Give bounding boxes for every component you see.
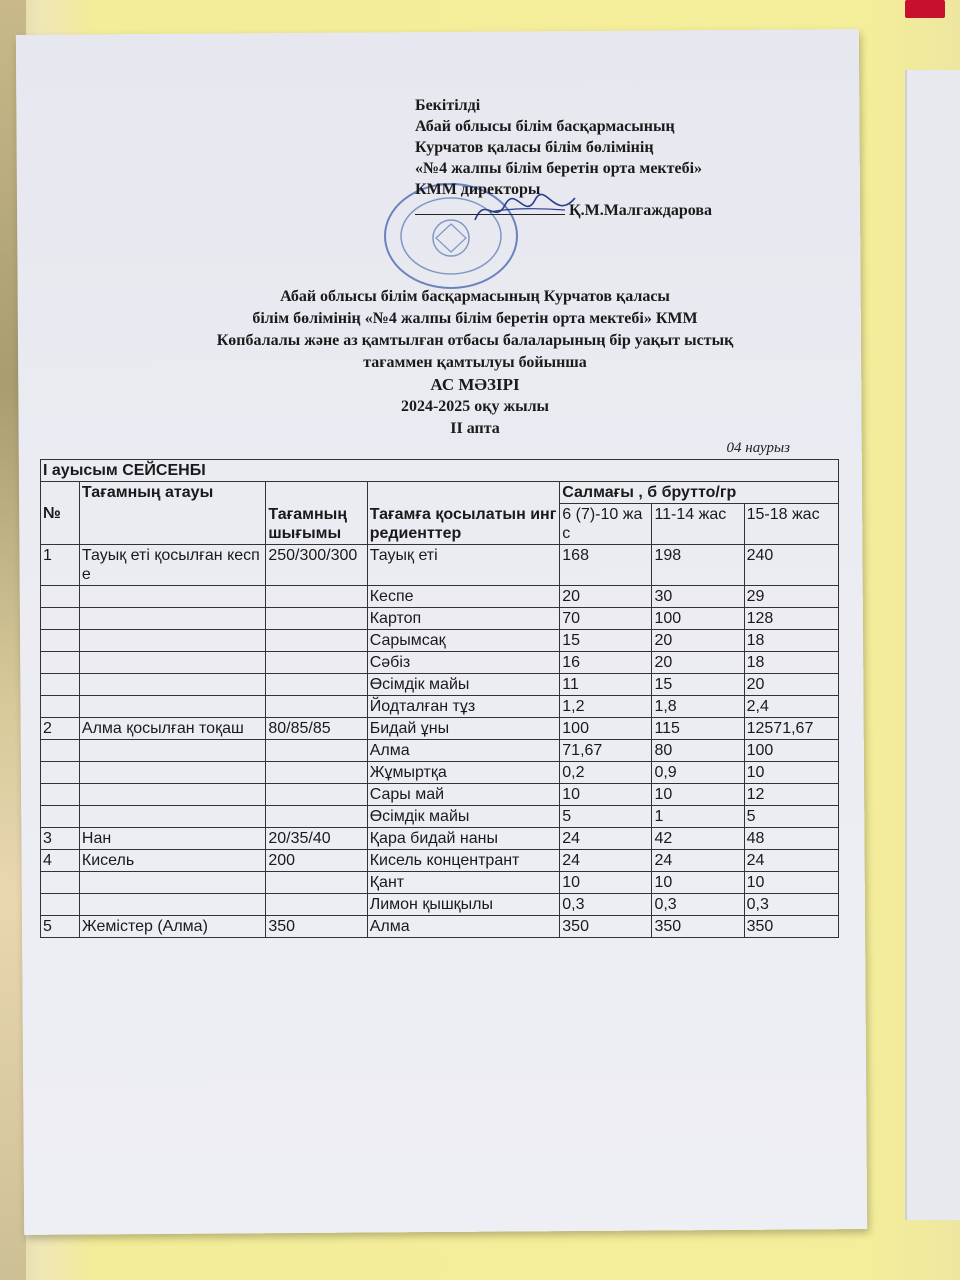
dish-name: [79, 674, 265, 696]
header-line: білім бөлімінің «№4 жалпы білім беретін орта мектебі» КММ: [252, 310, 698, 327]
weight-age-11-14: 0,3: [652, 894, 744, 916]
weight-age-11-14: 1,8: [652, 696, 744, 718]
col-header-age-11-14: 11-14 жас: [652, 504, 744, 545]
dish-name: [79, 784, 265, 806]
weight-age-11-14: 10: [652, 784, 744, 806]
row-number: [41, 894, 80, 916]
header-line: тағаммен қамтылуы бойынша: [363, 354, 587, 371]
dish-yield: [266, 740, 367, 762]
row-number: [41, 630, 80, 652]
dish-name: [79, 806, 265, 828]
dish-name: [79, 652, 265, 674]
ingredient-name: Кеспе: [367, 586, 560, 608]
col-header-age-15-18: 15-18 жас: [744, 504, 838, 545]
red-label-tag: [905, 0, 945, 18]
row-number: [41, 608, 80, 630]
table-row: [41, 652, 839, 674]
weight-age-15-18: 24: [744, 850, 838, 872]
ingredient-name: Алма: [367, 740, 560, 762]
dish-yield: 20/35/40: [266, 828, 367, 850]
row-number: [41, 784, 80, 806]
dish-yield: [266, 608, 367, 630]
col-header-number: №: [41, 482, 80, 545]
week-label: ІІ апта: [450, 420, 500, 437]
ingredient-name: Йодталған тұз: [367, 696, 560, 718]
weight-age-6-10: 350: [560, 916, 652, 938]
row-number: 1: [41, 545, 80, 586]
dish-yield: [266, 784, 367, 806]
weight-age-6-10: 1,2: [560, 696, 652, 718]
dish-name: [79, 740, 265, 762]
weight-age-15-18: 29: [744, 586, 838, 608]
row-number: [41, 740, 80, 762]
weight-age-11-14: 24: [652, 850, 744, 872]
menu-date: 04 наурыз: [726, 440, 790, 456]
weight-age-11-14: 80: [652, 740, 744, 762]
weight-age-15-18: 0,3: [744, 894, 838, 916]
row-number: 4: [41, 850, 80, 872]
shift-title: І ауысым СЕЙСЕНБІ: [41, 460, 839, 482]
ingredient-name: Қара бидай наны: [367, 828, 560, 850]
dish-yield: 200: [266, 850, 367, 872]
dish-yield: 80/85/85: [266, 718, 367, 740]
header-line: Көпбалалы және аз қамтылған отбасы балаларының бір уақыт ыстық: [216, 332, 734, 349]
ingredient-name: Сәбіз: [367, 652, 560, 674]
weight-age-6-10: 168: [560, 545, 652, 586]
weight-age-15-18: 128: [744, 608, 838, 630]
weight-age-15-18: 20: [744, 674, 838, 696]
dish-name: [79, 586, 265, 608]
weight-age-15-18: 10: [744, 872, 838, 894]
table-row: [41, 545, 839, 586]
weight-age-15-18: 5: [744, 806, 838, 828]
dish-name: Кисель: [79, 850, 265, 872]
weight-age-15-18: 240: [744, 545, 838, 586]
table-row: [41, 696, 839, 718]
weight-age-6-10: 70: [560, 608, 652, 630]
weight-age-6-10: 0,2: [560, 762, 652, 784]
dish-yield: [266, 586, 367, 608]
weight-age-15-18: 48: [744, 828, 838, 850]
dish-yield: [266, 806, 367, 828]
col-header-ingredients: Тағамға қосылатын ингредиенттер: [367, 482, 560, 545]
weight-age-11-14: 20: [652, 630, 744, 652]
dish-name: Алма қосылған тоқаш: [79, 718, 265, 740]
weight-age-6-10: 24: [560, 828, 652, 850]
row-number: [41, 586, 80, 608]
table-row: [41, 850, 839, 872]
col-header-weight: Салмағы , б брутто/гр: [560, 482, 839, 504]
weight-age-6-10: 15: [560, 630, 652, 652]
dish-yield: [266, 762, 367, 784]
row-number: [41, 762, 80, 784]
col-header-age-6-10: 6 (7)-10 жас: [560, 504, 652, 545]
ingredient-name: Лимон қышқылы: [367, 894, 560, 916]
director-name: Қ.М.Малгаждарова: [569, 202, 713, 219]
weight-age-11-14: 10: [652, 872, 744, 894]
document-header: [45, 286, 905, 440]
dish-name: Нан: [79, 828, 265, 850]
approval-title: Бекітілді: [415, 97, 481, 114]
row-number: [41, 674, 80, 696]
dish-name: [79, 696, 265, 718]
ingredient-name: Сары май: [367, 784, 560, 806]
weight-age-6-10: 20: [560, 586, 652, 608]
approval-line: КММ директоры: [415, 181, 541, 198]
table-row: [41, 916, 839, 938]
ingredient-name: Өсімдік майы: [367, 674, 560, 696]
table-row: [41, 740, 839, 762]
director-line: [415, 200, 855, 221]
weight-age-6-10: 24: [560, 850, 652, 872]
col-header-yield: Тағамның шығымы: [266, 482, 367, 545]
dish-yield: [266, 630, 367, 652]
ingredient-name: Кисель концентрант: [367, 850, 560, 872]
row-number: 2: [41, 718, 80, 740]
menu-title: АС МӘЗІРІ: [430, 375, 520, 394]
dish-name: [79, 894, 265, 916]
ingredient-name: Сарымсақ: [367, 630, 560, 652]
row-number: [41, 696, 80, 718]
adjacent-sheet: [905, 70, 960, 1220]
weight-age-15-18: 100: [744, 740, 838, 762]
weight-age-11-14: 30: [652, 586, 744, 608]
dish-yield: 350: [266, 916, 367, 938]
dish-name: Жемістер (Алма): [79, 916, 265, 938]
table-row: [41, 718, 839, 740]
dish-yield: [266, 674, 367, 696]
row-number: 5: [41, 916, 80, 938]
dish-yield: [266, 872, 367, 894]
row-number: [41, 872, 80, 894]
dish-name: [79, 872, 265, 894]
weight-age-15-18: 12571,67: [744, 718, 838, 740]
row-number: [41, 652, 80, 674]
dish-yield: 250/300/300: [266, 545, 367, 586]
ingredient-name: Бидай ұны: [367, 718, 560, 740]
weight-age-11-14: 15: [652, 674, 744, 696]
dish-name: Тауық еті қосылған кеспе: [79, 545, 265, 586]
approval-line: Курчатов қаласы білім бөлімінің: [415, 139, 654, 156]
approval-block: [415, 95, 855, 221]
weight-age-15-18: 10: [744, 762, 838, 784]
table-row: [41, 762, 839, 784]
weight-age-11-14: 350: [652, 916, 744, 938]
table-row: [41, 894, 839, 916]
ingredient-name: Қант: [367, 872, 560, 894]
table-row: [41, 586, 839, 608]
weight-age-15-18: 2,4: [744, 696, 838, 718]
weight-age-15-18: 18: [744, 630, 838, 652]
ingredient-name: Тауық еті: [367, 545, 560, 586]
weight-age-6-10: 10: [560, 784, 652, 806]
weight-age-6-10: 11: [560, 674, 652, 696]
weight-age-11-14: 1: [652, 806, 744, 828]
school-year: 2024-2025 оқу жылы: [400, 398, 550, 415]
header-line: Абай облысы білім басқармасының Курчатов қаласы: [280, 288, 670, 305]
weight-age-6-10: 0,3: [560, 894, 652, 916]
dish-name: [79, 762, 265, 784]
weight-age-15-18: 18: [744, 652, 838, 674]
weight-age-11-14: 42: [652, 828, 744, 850]
menu-table-body: [41, 545, 839, 938]
row-number: [41, 806, 80, 828]
weight-age-6-10: 100: [560, 718, 652, 740]
table-row: [41, 872, 839, 894]
ingredient-name: Картоп: [367, 608, 560, 630]
weight-age-11-14: 100: [652, 608, 744, 630]
weight-age-6-10: 16: [560, 652, 652, 674]
weight-age-11-14: 0,9: [652, 762, 744, 784]
row-number: 3: [41, 828, 80, 850]
table-row: [41, 674, 839, 696]
table-row: [41, 630, 839, 652]
weight-age-6-10: 5: [560, 806, 652, 828]
signature-line: [415, 214, 565, 215]
col-header-name: Тағамның атауы: [79, 482, 265, 545]
approval-line: «№4 жалпы білім беретін орта мектебі»: [415, 160, 703, 177]
dish-yield: [266, 696, 367, 718]
weight-age-6-10: 10: [560, 872, 652, 894]
table-row: [41, 828, 839, 850]
menu-table: [40, 459, 839, 938]
weight-age-11-14: 115: [652, 718, 744, 740]
table-row: [41, 806, 839, 828]
dish-yield: [266, 894, 367, 916]
ingredient-name: Алма: [367, 916, 560, 938]
table-row: [41, 784, 839, 806]
table-row: [41, 608, 839, 630]
dish-name: [79, 608, 265, 630]
dish-yield: [266, 652, 367, 674]
approval-line: Абай облысы білім басқармасының: [415, 118, 675, 135]
weight-age-15-18: 350: [744, 916, 838, 938]
ingredient-name: Өсімдік майы: [367, 806, 560, 828]
ingredient-name: Жұмыртқа: [367, 762, 560, 784]
weight-age-11-14: 20: [652, 652, 744, 674]
weight-age-6-10: 71,67: [560, 740, 652, 762]
dish-name: [79, 630, 265, 652]
weight-age-11-14: 198: [652, 545, 744, 586]
weight-age-15-18: 12: [744, 784, 838, 806]
